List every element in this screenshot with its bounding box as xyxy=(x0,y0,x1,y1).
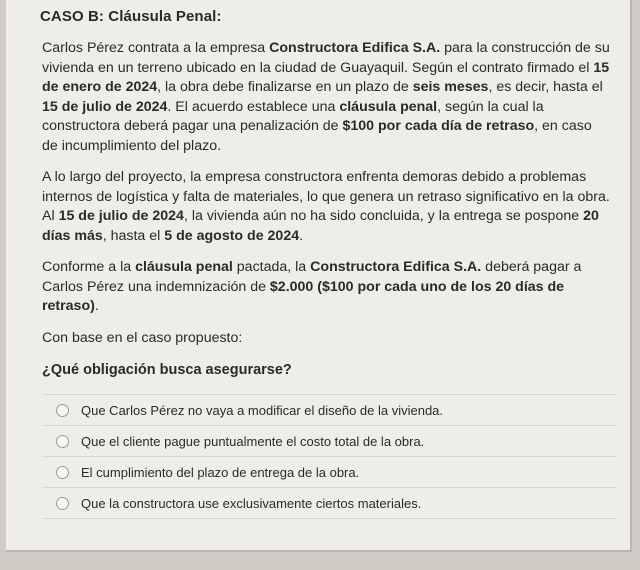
text-segment: . El acuerdo establece una xyxy=(167,98,340,115)
case-paragraph xyxy=(42,168,610,246)
bold-text: 15 de enero de 2024 xyxy=(42,59,610,95)
case-paragraph xyxy=(42,258,610,317)
prompt-text: Con base en el caso propuesto: xyxy=(42,329,243,346)
answer-option-label: Que Carlos Pérez no vaya a modificar el diseño de la vivienda. xyxy=(81,402,444,418)
text-segment: , según la cual la constructora deberá pagar una penalización de xyxy=(42,98,544,134)
text-segment: , es decir, hasta el xyxy=(488,79,603,95)
radio-button-icon[interactable] xyxy=(56,497,69,510)
bold-text: cláusula penal xyxy=(339,98,438,115)
answer-option-3[interactable] xyxy=(42,456,616,487)
answer-option-4[interactable] xyxy=(42,487,616,519)
text-segment: . xyxy=(299,227,304,244)
radio-button-icon[interactable] xyxy=(56,404,69,417)
case-description xyxy=(42,39,610,317)
radio-button-icon[interactable] xyxy=(56,435,69,448)
question-page xyxy=(6,0,632,552)
answer-option-label: El cumplimiento del plazo de entrega de la obra. xyxy=(81,464,360,480)
bold-text: Constructora Edifica S.A. xyxy=(269,40,441,56)
bold-text: $100 por cada día de retraso xyxy=(342,118,535,134)
case-title: CASO B: Cláusula Penal: xyxy=(40,8,222,25)
text-segment: Carlos Pérez contrata a la empresa xyxy=(42,40,270,56)
text-segment: , en caso de incumplimiento del plazo. xyxy=(42,118,592,154)
text-segment: Conforme a la xyxy=(42,259,136,275)
answer-option-2[interactable] xyxy=(42,425,616,456)
bold-text: $2.000 ($100 por cada uno de los 20 días de retraso) xyxy=(42,278,565,314)
bold-text: 15 de julio de 2024 xyxy=(58,208,184,224)
bold-text: seis meses xyxy=(412,79,489,95)
bold-text: 5 de agosto de 2024 xyxy=(164,227,300,244)
text-segment: pactada, la xyxy=(232,259,311,275)
answer-option-label: Que el cliente pague puntualmente el costo total de la obra. xyxy=(81,433,425,449)
text-segment: . xyxy=(94,298,99,314)
answer-options xyxy=(42,394,616,519)
answer-option-1[interactable] xyxy=(42,394,616,425)
text-segment: , la obra debe finalizarse en un plazo de xyxy=(157,79,413,95)
bold-text: cláusula penal xyxy=(135,259,233,275)
answer-option-label: Que la constructora use exclusivamente ciertos materiales. xyxy=(81,495,422,511)
bold-text: 15 de julio de 2024 xyxy=(42,98,168,115)
radio-button-icon[interactable] xyxy=(56,466,69,479)
question-text: ¿Qué obligación busca asegurarse? xyxy=(42,362,292,378)
text-segment: , la vivienda aún no ha sido concluida, y la entrega se pospone xyxy=(183,208,584,224)
case-paragraph xyxy=(42,39,610,156)
text-segment: , hasta el xyxy=(102,227,165,244)
text-segment: deberá pagar a Carlos Pérez una indemnización de xyxy=(42,259,582,295)
bold-text: Constructora Edifica S.A. xyxy=(310,259,482,275)
text-segment: A lo largo del proyecto, la empresa constructora enfrenta demoras debido a problemas internos de logística y falta de materiales, lo que genera un retraso significativo en la obra. Al xyxy=(42,169,610,224)
bold-text: 20 días más xyxy=(42,208,599,244)
text-segment: para la construcción de su vivienda en un terreno ubicado en la ciudad de Guayaquil. Según el contrato firmado el xyxy=(42,40,610,76)
